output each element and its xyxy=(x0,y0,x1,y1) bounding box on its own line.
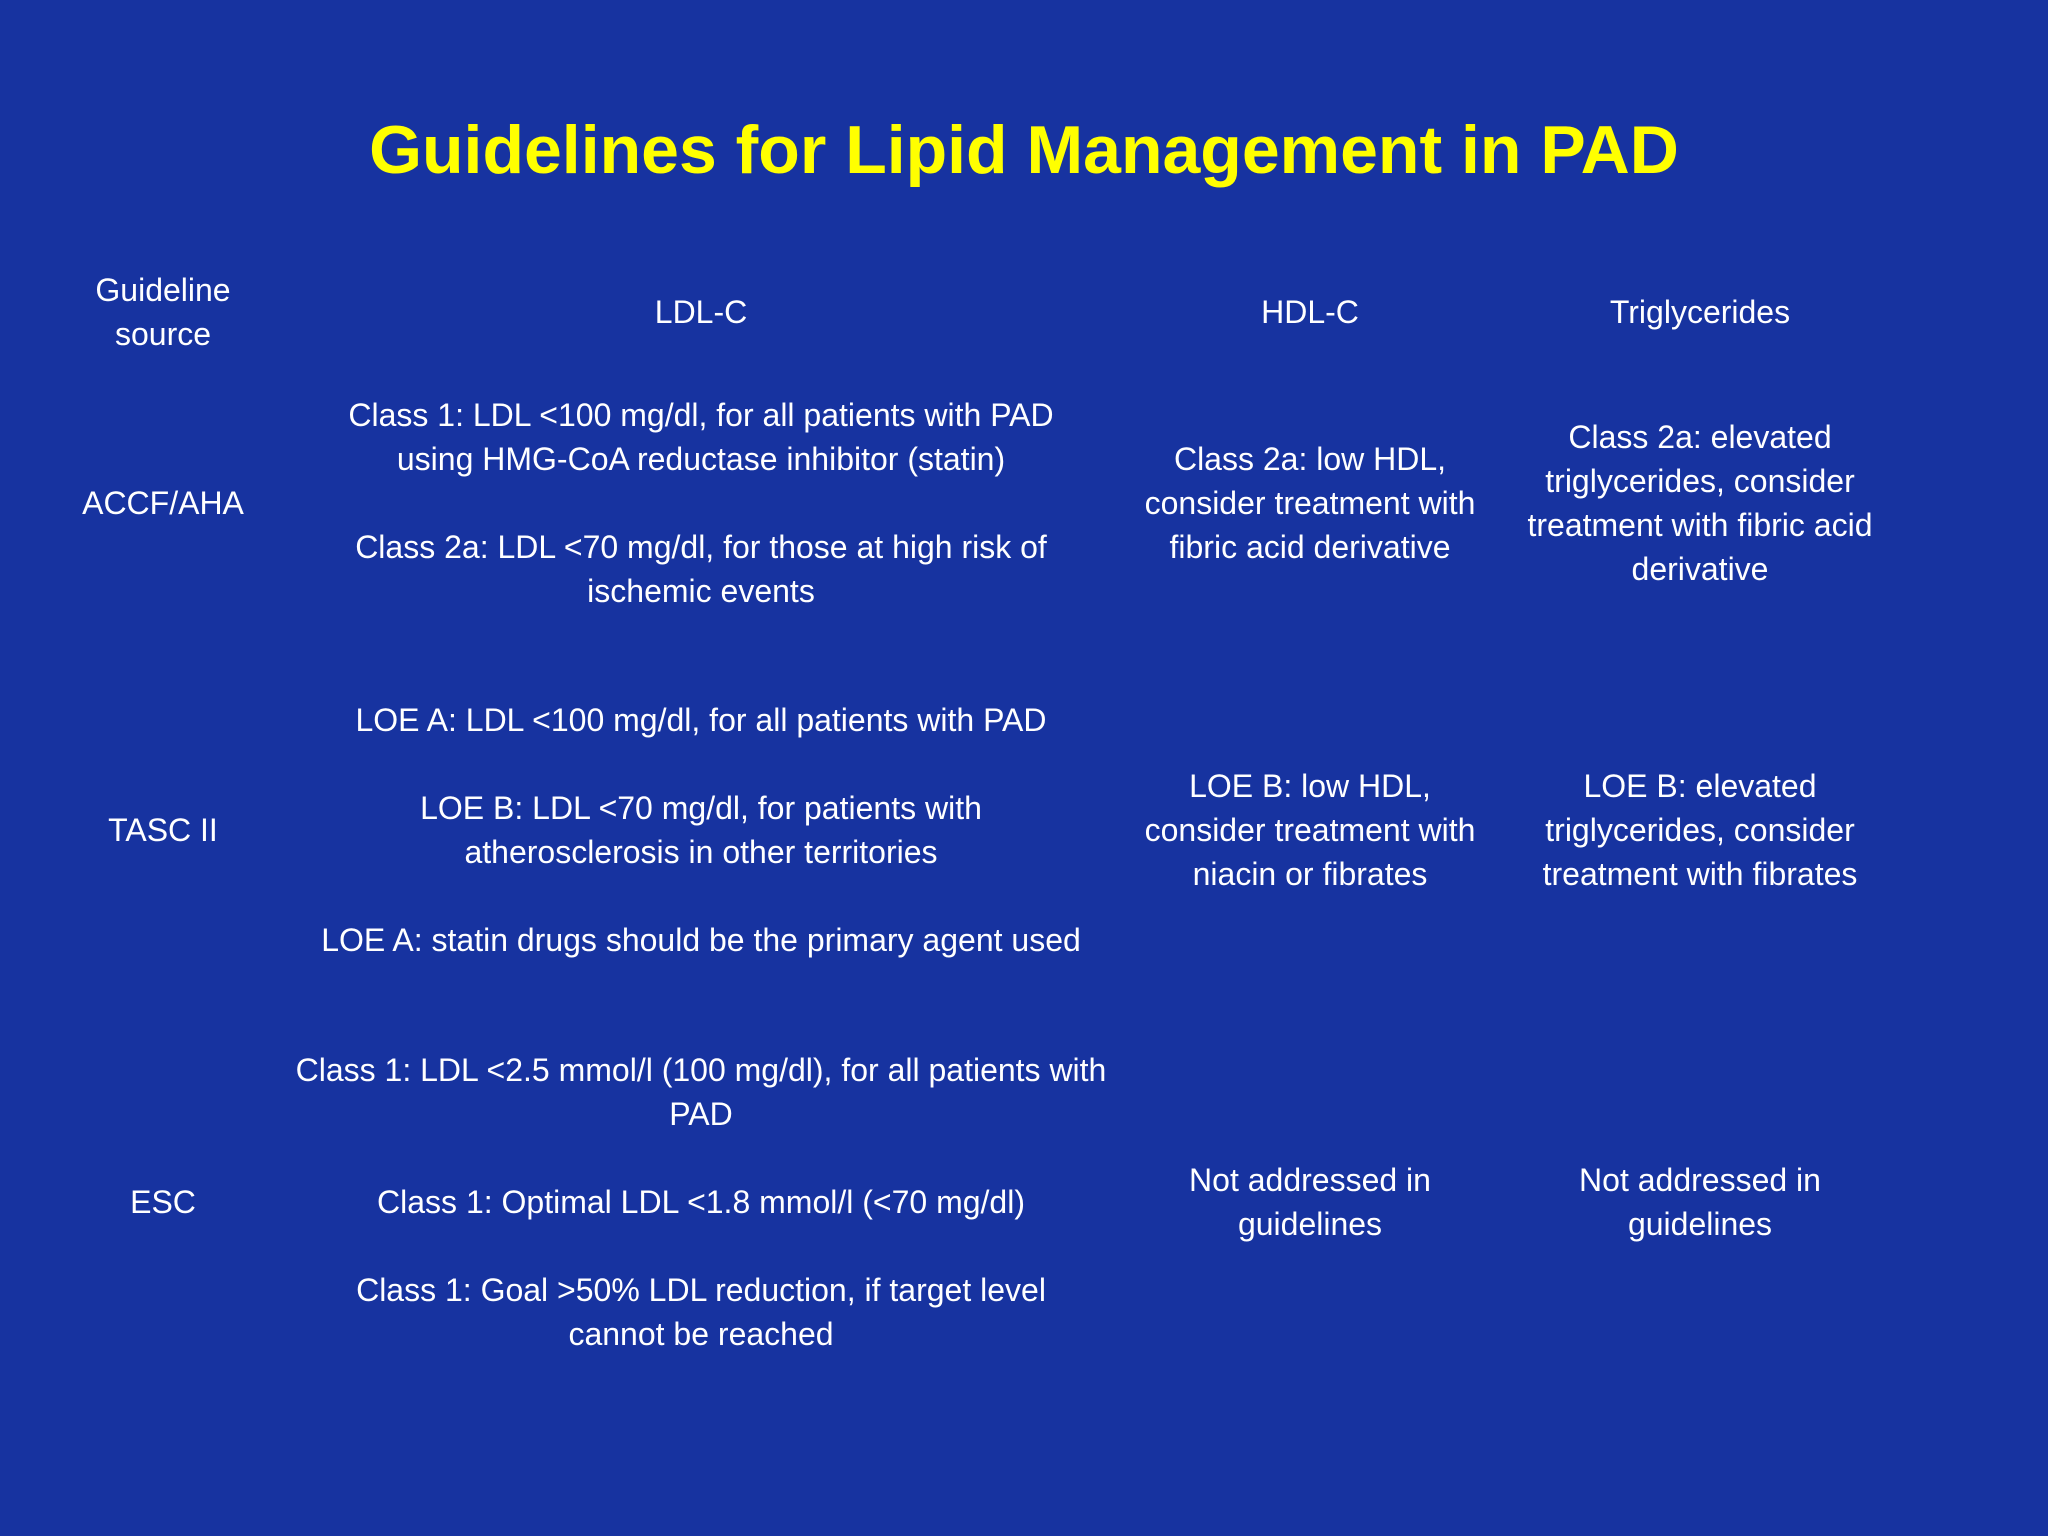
header-ldl-c xyxy=(280,260,1122,364)
row-accf-aha-ldl xyxy=(280,390,1122,615)
row-accf-aha-tg xyxy=(1500,390,1900,615)
source-label: TASC II xyxy=(108,812,218,848)
hdl-recommendation: Class 2a: low HDL, consider treatment with fibric acid derivative xyxy=(1144,440,1476,565)
row-accf-aha-source xyxy=(50,390,276,615)
ldl-recommendation: LOE A: statin drugs should be the primary agent used xyxy=(321,922,1081,958)
header-source-line1: Guideline xyxy=(95,272,231,308)
header-ldl-label: LDL-C xyxy=(654,294,748,330)
hdl-recommendation: Not addressed in guidelines xyxy=(1189,1161,1431,1242)
ldl-recommendation: Class 1: LDL <2.5 mmol/l (100 mg/dl), for all patients with PAD xyxy=(295,1051,1107,1132)
tg-recommendation: LOE B: elevated triglycerides, consider treatment with fibrates xyxy=(1542,768,1858,892)
row-esc-hdl xyxy=(1120,1045,1500,1358)
hdl-recommendation: LOE B: low HDL, consider treatment with niacin or fibrates xyxy=(1144,768,1476,892)
header-triglycerides xyxy=(1500,260,1900,364)
ldl-recommendation: Class 1: Goal >50% LDL reduction, if target level cannot be reached xyxy=(356,1271,1046,1352)
source-label: ESC xyxy=(130,1183,196,1220)
row-tasc-ii-hdl xyxy=(1120,695,1500,965)
row-tasc-ii-source xyxy=(50,695,276,965)
tg-recommendation: Not addressed in guidelines xyxy=(1579,1161,1821,1242)
header-guideline-source xyxy=(50,260,276,364)
row-accf-aha-hdl xyxy=(1120,390,1500,615)
ldl-recommendation: Class 2a: LDL <70 mg/dl, for those at high risk of ischemic events xyxy=(355,528,1047,609)
tg-recommendation: Class 2a: elevated triglycerides, consider treatment with fibric acid derivative xyxy=(1527,418,1873,587)
header-tg-label: Triglycerides xyxy=(1609,294,1791,330)
ldl-recommendation: Class 1: LDL <100 mg/dl, for all patients with PAD using HMG-CoA reductase inhibitor (statin) xyxy=(348,396,1054,477)
slide-title: Guidelines for Lipid Management in PAD xyxy=(369,112,1679,188)
row-esc-ldl xyxy=(280,1045,1122,1358)
row-tasc-ii-tg xyxy=(1500,695,1900,965)
header-hdl-c xyxy=(1120,260,1500,364)
source-label: ACCF/AHA xyxy=(82,484,244,521)
ldl-recommendation: LOE A: LDL <100 mg/dl, for all patients with PAD xyxy=(355,702,1047,738)
header-hdl-label: HDL-C xyxy=(1261,294,1359,330)
row-esc-tg xyxy=(1500,1045,1900,1358)
header-source-line2: source xyxy=(114,316,212,352)
row-esc-source xyxy=(50,1045,276,1358)
ldl-recommendation: LOE B: LDL <70 mg/dl, for patients with atherosclerosis in other territories xyxy=(420,790,982,870)
row-tasc-ii-ldl xyxy=(280,695,1122,965)
ldl-recommendation: Class 1: Optimal LDL <1.8 mmol/l (<70 mg/dl) xyxy=(377,1183,1025,1220)
